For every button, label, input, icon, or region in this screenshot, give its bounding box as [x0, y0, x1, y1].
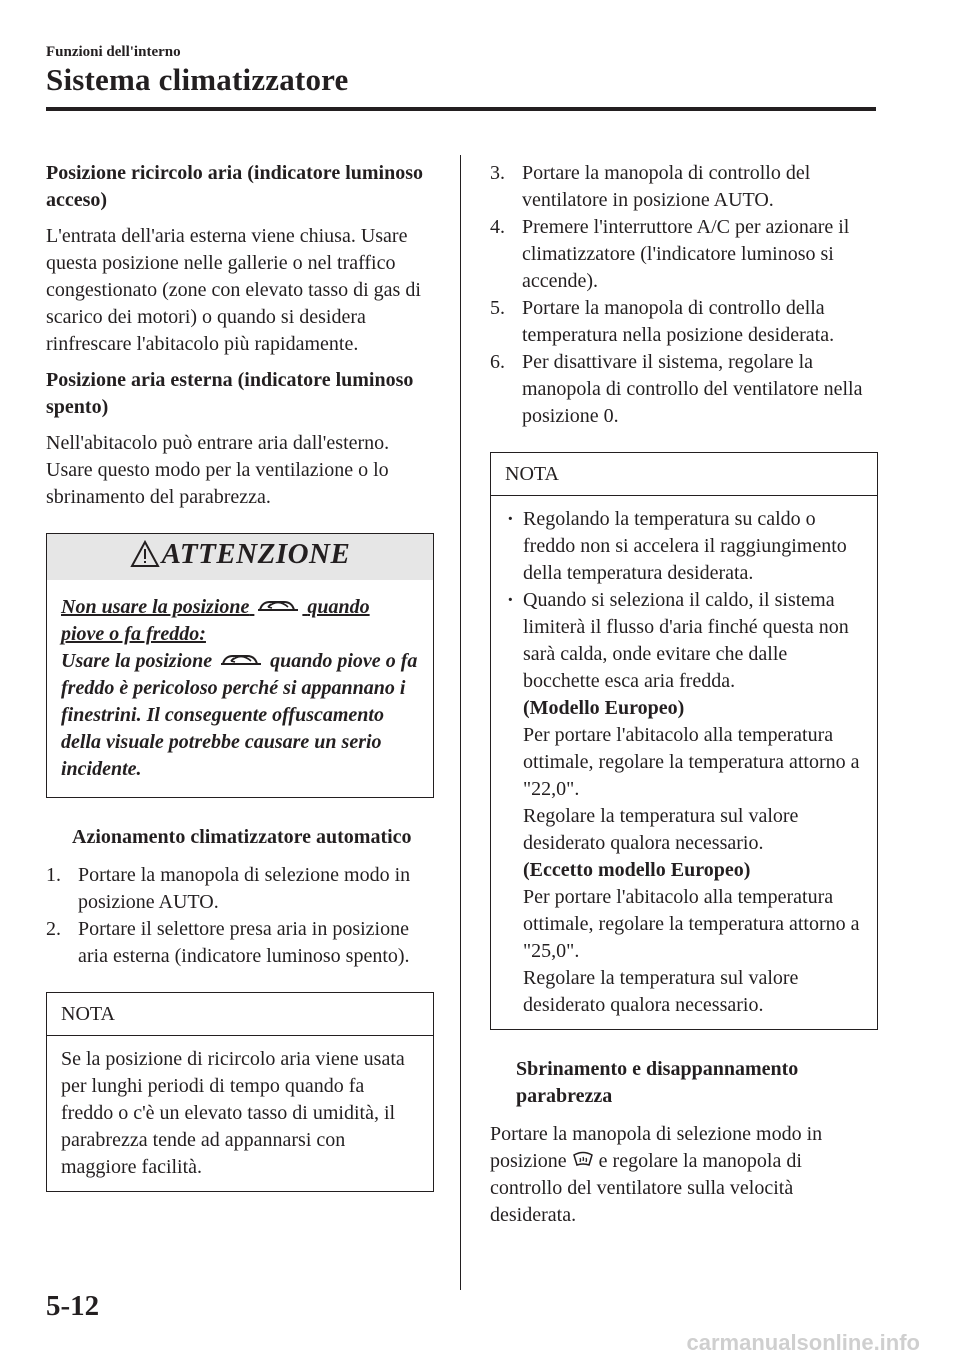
step-1: 1. Portare la manopola di selezione modo in posizione AUTO. [46, 864, 411, 913]
note-title: NOTA [491, 453, 877, 496]
defrost-heading: Sbrinamento e disappannamento parabrezza [516, 1058, 799, 1107]
warning-body: Non usare la posizione quando piove o fa freddo: Usare la posizione quando piove o fa freddo è pericoloso perché si appannano i finestrini. Il conseguente offuscamento della visuale potrebbe causare un serio incidente. [61, 596, 418, 780]
warning-line-1: Non usare la posizione quando [61, 596, 370, 618]
note-bullet-2: · Quando si seleziona il caldo, il sistema limiterà il flusso d'aria finché questa non sarà calda, onde evitare che dalle bocchette esca aria fredda. (Modello Europeo) Per portare l'abitacolo alla temperatura ottimale, regolare la temperatura attorno a "22,0". Regolare la temperatura sul valore desiderato qualora necessario. (Eccetto modello Europeo) Per portare l'abitacolo alla temperatura ottimale, regolare la temperatura attorno a "25,0". Regolare la temperatura sul valore desiderato qualora necessario. [507, 589, 860, 1016]
windshield-defroster-icon [572, 1149, 594, 1169]
watermark: carmanualsonline.info [686, 1330, 920, 1355]
step-6: 6. Per disattivare il sistema, regolare la manopola di controllo del ventilatore nella posizione 0. [490, 351, 863, 427]
eu-model-heading: (Modello Europeo) [523, 697, 685, 719]
recirculation-heading: Posizione ricircolo aria (indicatore luminoso acceso) [46, 162, 423, 211]
recirculation-text: L'entrata dell'aria esterna viene chiusa. Usare questa posizione nelle gallerie o nel traffico congestionato (zone con elevato tasso di gas di scarico dei motori) o quando si desidera rinfrescare l'abitacolo più rapidamente. [46, 225, 421, 355]
step-2: 2. Portare il selettore presa aria in posizione aria esterna (indicatore luminoso spento). [46, 918, 410, 967]
warning-box [46, 533, 434, 798]
warning-triangle-icon [130, 540, 160, 568]
recirculation-car-icon [217, 650, 265, 670]
non-eu-model-text-1: Per portare l'abitacolo alla temperatura ottimale, regolare la temperatura attorno a "25,0". [523, 886, 860, 962]
note-title: NOTA [47, 993, 433, 1036]
warning-line-4: o fa freddo è pericoloso perché si appannano i finestrini. Il conseguente offuscamento della visuale potrebbe causare un serio incidente. [61, 650, 418, 780]
eu-model-text-1: Per portare l'abitacolo alla temperatura ottimale, regolare la temperatura attorno a "22,0". [523, 724, 860, 800]
steps-list-right [490, 160, 878, 430]
note-body [491, 496, 877, 1029]
auto-operation-heading: Azionamento climatizzatore automatico [72, 826, 412, 848]
non-eu-model-heading: (Eccetto modello Europeo) [523, 859, 751, 881]
warning-line-2: piove o fa freddo: [61, 623, 206, 645]
steps-list-left [46, 862, 434, 970]
section-label: Funzioni dell'interno [46, 44, 181, 60]
page-number: 5-12 [46, 1290, 100, 1322]
outside-air-heading: Posizione aria esterna (indicatore luminoso spento) [46, 369, 414, 418]
page-title: Sistema climatizzatore [46, 62, 349, 97]
header-rule [46, 107, 876, 111]
left-column [46, 160, 434, 1192]
note-bullet-1: · Regolando la temperatura su caldo o freddo non si accelera il raggiungimento della temperatura desiderata. [507, 508, 847, 584]
recirculation-car-icon [254, 596, 302, 616]
step-3: 3. Portare la manopola di controllo del ventilatore in posizione AUTO. [490, 162, 811, 211]
outside-air-text: Nell'abitacolo può entrare aria dall'esterno. Usare questo modo per la ventilazione o lo sbrinamento del parabrezza. [46, 432, 390, 508]
note-text: Se la posizione di ricircolo aria viene usata per lunghi periodi di tempo quando fa freddo o c'è un elevato tasso di umidità, il parabrezza tende ad appannarsi con maggiore facilità. [61, 1048, 405, 1178]
step-4: 4. Premere l'interruttore A/C per azionare il climatizzatore (l'indicatore luminoso si accende). [490, 216, 850, 292]
right-column [490, 160, 878, 1238]
warning-header [47, 534, 433, 580]
defrost-text: Portare la manopola di selezione modo in posizione e regolare la manopola di controllo del ventilatore sulla velocità desiderata. [490, 1123, 823, 1226]
warning-title: ATTENZIONE [161, 537, 351, 570]
note-box-left [46, 992, 434, 1192]
non-eu-model-text-2: Regolare la temperatura sul valore desiderato qualora necessario. [523, 967, 799, 1016]
step-5: 5. Portare la manopola di controllo della temperatura nella posizione desiderata. [490, 297, 835, 346]
eu-model-text-2: Regolare la temperatura sul valore desiderato qualora necessario. [523, 805, 799, 854]
note-box-right [490, 452, 878, 1030]
column-divider [460, 155, 461, 1290]
